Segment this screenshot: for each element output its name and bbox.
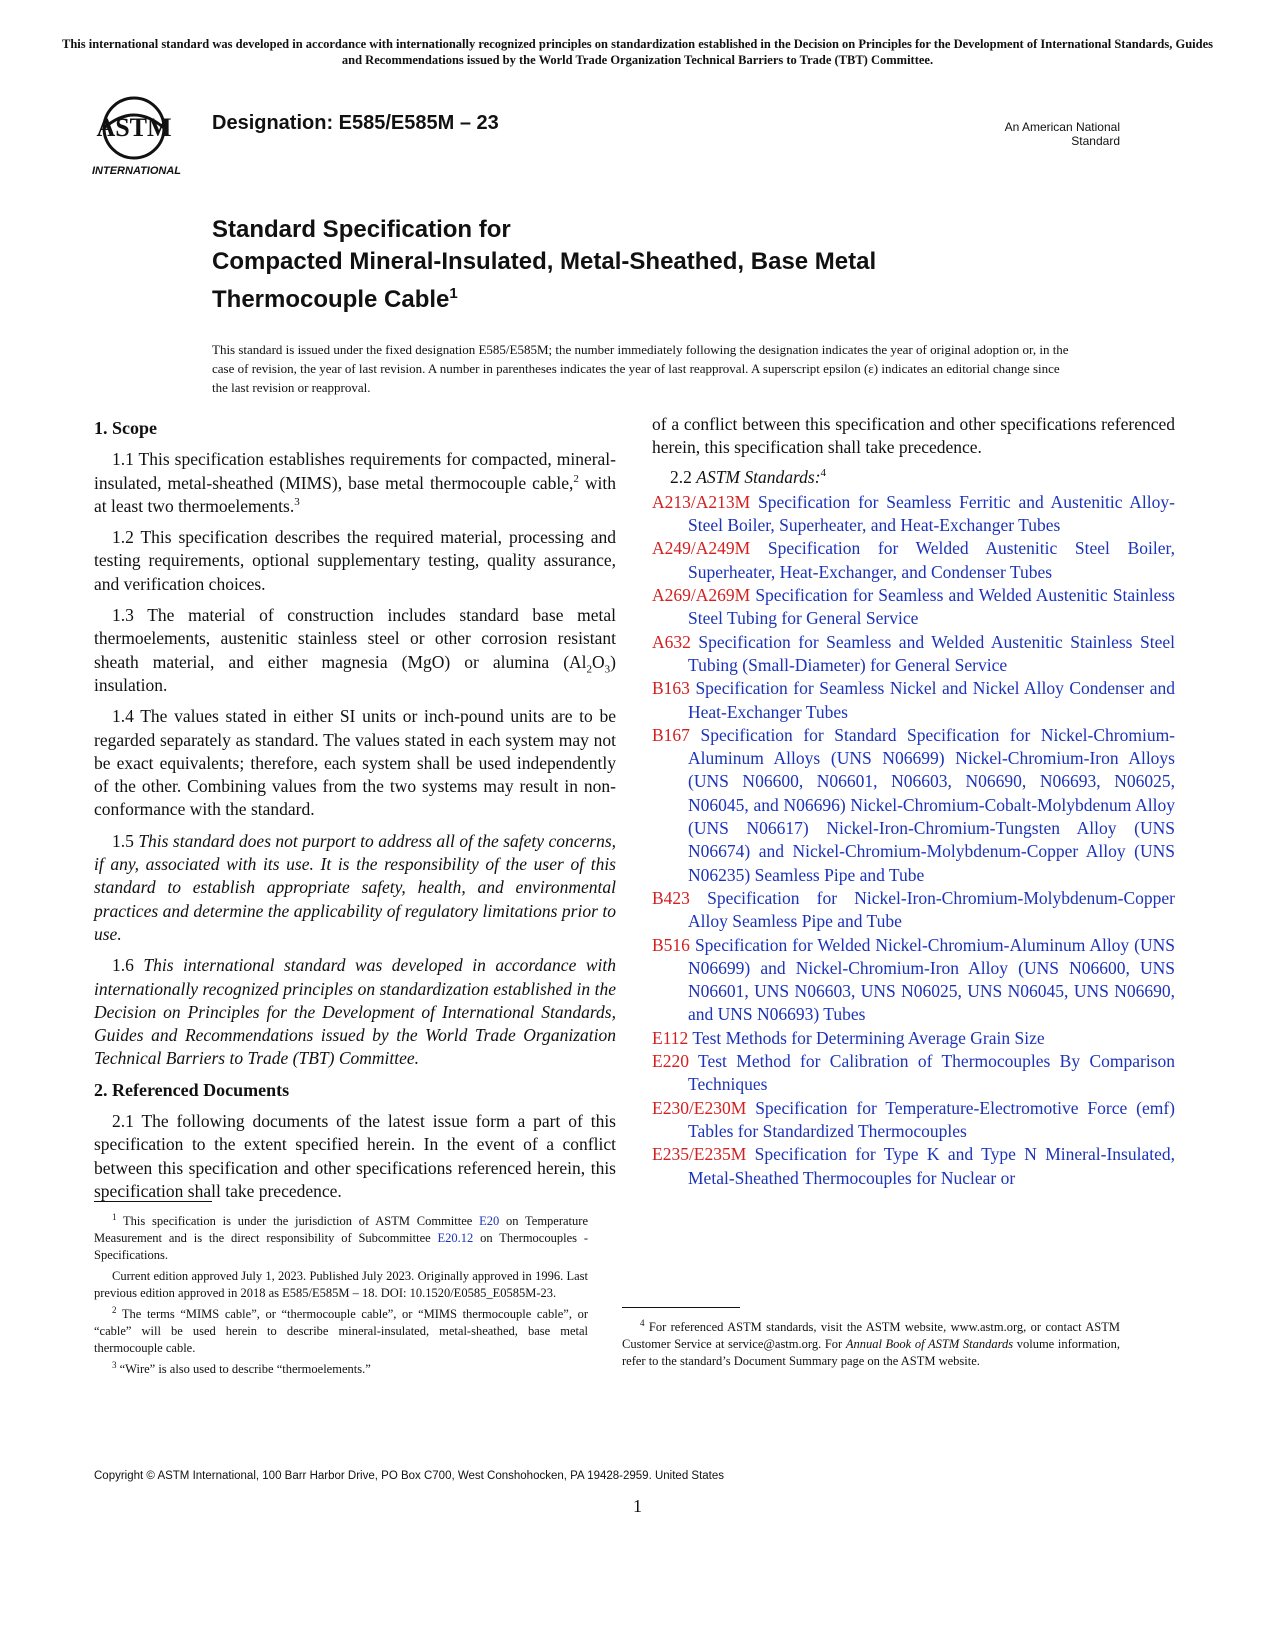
title-footnote-ref: 1 (449, 285, 458, 302)
reference-code-link[interactable]: A269/A269M (652, 585, 751, 606)
paragraph-1-6: 1.6 This international standard was developed in accordance with internationally recognized principles on standardization established in the Decision on Principles for the Development of International Standards, Guides and Recommendations issued by the World Trade Organization Technical Barriers to Trade (TBT) Committee. (94, 955, 617, 1069)
reference-item (652, 677, 1175, 724)
reference-title-link[interactable]: Test Method for Calibration of Thermocouples By Comparison Techniques (688, 1051, 1176, 1095)
paragraph-1-3: 1.3 The material of construction includes standard base metal thermoelements, austenitic stainless steel or other corrosion resistant sheath material, and either magnesia (MgO) or alumina $(Al_2O_3)$ insulation. (94, 605, 616, 695)
reference-item (652, 584, 1175, 631)
document-title (212, 214, 876, 316)
reference-code-link[interactable]: E235/E235M (652, 1144, 747, 1165)
section-2-heading: 2. Referenced Documents (94, 1079, 290, 1100)
reference-code-link[interactable]: A632 (652, 631, 691, 652)
logo-text: INTERNATIONAL (92, 165, 182, 177)
footnote-rule-left (94, 1201, 212, 1202)
page-number: 1 (633, 1496, 642, 1516)
footnotes-right (622, 1319, 1120, 1374)
footnote-1-edition: Current edition approved July 1, 2023. Published July 2023. Originally approved in 1996. Last previous edition approved in 2018 as E585/E585M – 18. DOI: 10.1520/E0585_E0585M-23. (94, 1269, 588, 1300)
paragraph-1-4: 1.4 The values stated in either SI units or inch-pound units are to be regarded separately as standard. The values stated in each system may not be exact equivalents; therefore, each system shall be used independently of the other. Combining values from the two systems may result in non-conformance with the standard. (94, 706, 616, 820)
title-line-1: Standard Specification for (212, 216, 511, 243)
astm-logo (92, 92, 192, 180)
reference-title-link[interactable]: Test Methods for Determining Average Grain Size (692, 1027, 1045, 1048)
paragraph-1-5: 1.5 This standard does not purport to address all of the safety concerns, if any, associated with its use. It is the responsibility of the user of this standard to establish appropriate safety, health, and environmental practices and determine the applicability of regulatory limitations prior to use. (94, 830, 617, 944)
reference-title-link[interactable]: Specification for Seamless Ferritic and Austenitic Alloy-Steel Boiler, Superheater, and Heat-Exchanger Tubes (688, 491, 1175, 536)
paragraph-1-1: 1.1 This specification establishes requirements for compacted, mineral-insulated, metal-sheathed (MIMS), base metal thermocouple cable,$^2$ with at least two thermoelements.$^3$ (94, 449, 616, 516)
reference-code-link[interactable]: A213/A213M (652, 491, 751, 512)
footnote-1: $^1$ This specification is under the jurisdiction of ASTM Committee E20 on Temperature Measurement and is the direct responsibility of Subcommittee E20.12 on Thermocouples - Specifications. (94, 1211, 588, 1262)
footnote-2: $^2$ The terms “MIMS cable”, or “thermocouple cable”, or “MIMS thermocouple cable”, or “cable” will be used herein to describe mineral-insulated, metal-sheathed, base metal thermocouple cable. (94, 1304, 588, 1355)
reference-item (652, 1050, 1175, 1097)
reference-title-link[interactable]: Specification for Nickel-Iron-Chromium-Molybdenum-Copper Alloy Seamless Pipe and Tube (688, 887, 1175, 932)
reference-code-link[interactable]: B423 (652, 887, 690, 908)
reference-code-link[interactable]: B167 (652, 724, 690, 745)
reference-title-link[interactable]: Specification for Seamless and Welded Austenitic Stainless Steel Tubing for General Service (688, 585, 1175, 629)
left-column (94, 413, 617, 1201)
subcommittee-link[interactable]: E20.12 (437, 1231, 474, 1245)
reference-code-link[interactable]: A249/A249M (652, 538, 751, 559)
reference-code-link[interactable]: E220 (652, 1051, 689, 1072)
reference-title-link[interactable]: Specification for Temperature-Electromotive Force (emf) Tables for Standardized Thermocouples (688, 1097, 1176, 1141)
section-1-heading: 1. Scope (94, 418, 157, 438)
reference-item (652, 1143, 1175, 1190)
paragraph-2-2: 2.2 ASTM Standards:$^4$ (670, 466, 827, 487)
reference-code-link[interactable]: B516 (652, 934, 690, 955)
footnote-3: $^3$ “Wire” is also used to describe “thermoelements.” (112, 1359, 371, 1376)
reference-list (652, 491, 1175, 1190)
reference-code-link[interactable]: E230/E230M (652, 1097, 747, 1118)
issue-notice: This standard is issued under the fixed designation E585/E585M; the number immediately following the designation indicates the year of original adoption or, in the case of revision, the year of last revision. A number in parentheses indicates the year of last reapproval. A superscript epsilon (ε) indicates an editorial change since the last revision or reapproval. (212, 342, 1069, 395)
footnote-rule-right (622, 1307, 740, 1308)
designation: Designation: E585/E585M – 23 (212, 112, 499, 134)
reference-code-link[interactable]: B163 (652, 678, 690, 699)
title-line-3: Thermocouple Cable$^1$ (212, 285, 458, 313)
reference-title-link[interactable]: Specification for Welded Austenitic Steel Boiler, Superheater, Heat-Exchanger, and Condenser Tubes (688, 538, 1175, 582)
reference-item (652, 537, 1175, 584)
reference-item (652, 631, 1175, 678)
reference-title-link[interactable]: Specification for Seamless and Welded Austenitic Stainless Steel Tubing (Small-Diameter) for General Service (688, 631, 1175, 675)
reference-item (652, 887, 1175, 934)
committee-link[interactable]: E20 (479, 1214, 500, 1228)
copyright-notice: Copyright © ASTM International, 100 Barr Harbor Drive, PO Box C700, West Conshohocken, PA 19428-2959. United States (94, 1470, 725, 1482)
right-column (652, 413, 1175, 1190)
paragraph-2-1-continued: of a conflict between this specification and other specifications referenced herein, this specification shall take precedence. (652, 414, 1175, 458)
reference-code-link[interactable]: E112 (652, 1027, 689, 1048)
footnotes-left (94, 1213, 588, 1382)
reference-title-link[interactable]: Specification for Type K and Type N Mineral-Insulated, Metal-Sheathed Thermocouples for Nuclear or (688, 1144, 1175, 1188)
top-notice: This international standard was developed in accordance with internationally recognized principles on standardization established in the Decision on Principles for the Development of International Standards, Guides and Recommendations issued by the World Trade Organization Technical Barriers to Trade (TBT) Committee. (62, 37, 1213, 67)
svg-text:ASTM: ASTM (96, 113, 172, 142)
american-national-standard-label: An American National Standard (1004, 120, 1120, 148)
reference-item (652, 934, 1175, 1027)
reference-item (652, 1027, 1175, 1050)
reference-title-link[interactable]: Specification for Welded Nickel-Chromium-Aluminum Alloy (UNS N06699) and Nickel-Chromium-Iron Alloy (UNS N06600, UNS N06601, UNS N06603, UNS N06025, UNS N06045, UNS N06690, and UNS N06693) Tubes (688, 934, 1176, 1025)
reference-item (652, 724, 1175, 887)
footnote-4: $^4$ For referenced ASTM standards, visit the ASTM website, www.astm.org, or contact ASTM Customer Service at service@astm.org. For Annual Book of ASTM Standards volume information, refer to the standard’s Document Summary page on the ASTM website. (622, 1317, 1120, 1368)
title-line-2: Compacted Mineral-Insulated, Metal-Sheathed, Base Metal (212, 248, 877, 275)
reference-title-link[interactable]: Specification for Seamless Nickel and Nickel Alloy Condenser and Heat-Exchanger Tubes (688, 678, 1175, 722)
reference-item (652, 1097, 1175, 1144)
reference-title-link[interactable]: Specification for Standard Specification for Nickel-Chromium-Aluminum Alloys (UNS N06699) Nickel-Chromium-Iron Alloys (UNS N06600, N06601, N06603, N06690, N06693, N06025, N06045, and N06696) Nickel-Chromium-Cobalt-Molybdenum Alloy (UNS N06617) Nickel-Iron-Chromium-Tungsten Alloy (UNS N06674) and Nickel-Chromium-Molybdenum-Copper Alloy (UNS N06235) Seamless Pipe and Tube (688, 724, 1176, 885)
reference-item (652, 491, 1175, 538)
paragraph-2-1: 2.1 The following documents of the latest issue form a part of this specification to the extent specified herein. In the event of a conflict between this specification and other specifications referenced herein, this specification shall take precedence. (94, 1111, 616, 1201)
paragraph-1-2: 1.2 This specification describes the required material, processing and testing requirements, optional supplementary testing, quality assurance, and verification choices. (94, 527, 616, 594)
